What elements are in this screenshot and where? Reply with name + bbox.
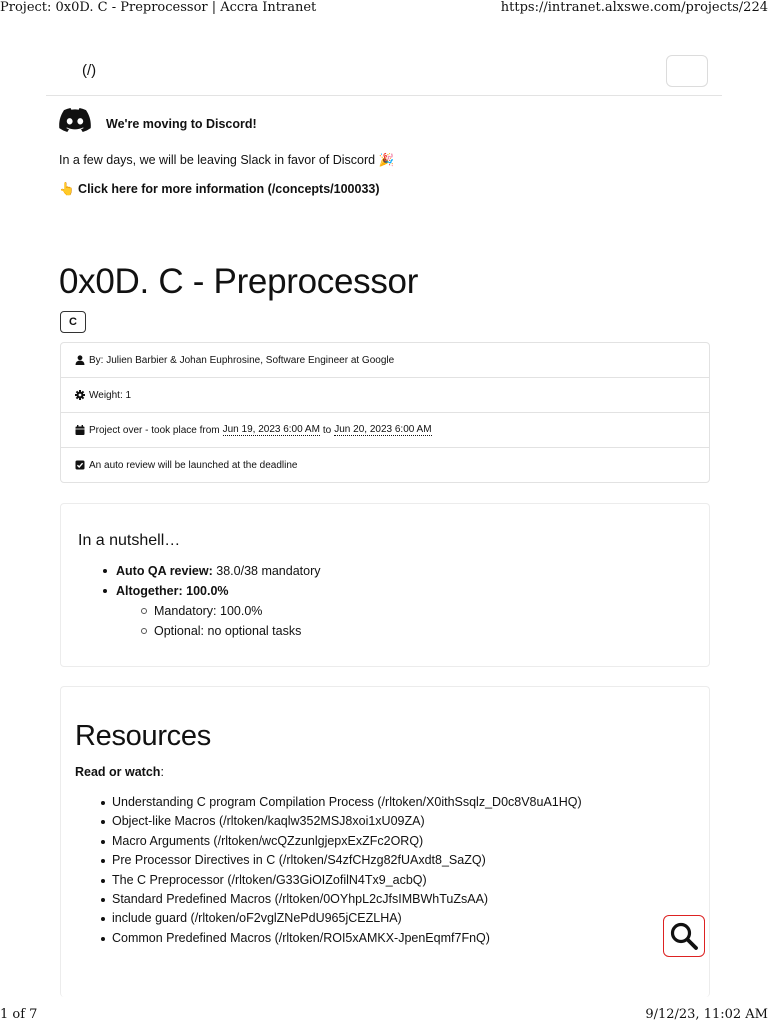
auto-review-text: An auto review will be launched at the deadline <box>89 459 298 471</box>
optional-score: Optional: no optional tasks <box>154 624 302 638</box>
resources-list <box>101 793 582 948</box>
announcement-text: In a few days, we will be leaving Slack in favor of Discord 🎉 <box>59 153 395 167</box>
end-date[interactable]: Jun 20, 2023 6:00 AM <box>334 424 432 435</box>
search-button[interactable] <box>663 915 705 957</box>
language-badge: C <box>60 311 86 333</box>
auto-qa-value: 38.0/38 mandatory <box>216 564 321 578</box>
resource-link[interactable]: Common Predefined Macros (/rltoken/ROI5xAMKX-JpenEqmf7FnQ) <box>101 929 582 948</box>
nutshell-list <box>103 561 321 641</box>
weight-text: Weight: 1 <box>89 389 132 401</box>
announcement-title: We're moving to Discord! <box>106 117 257 131</box>
resource-link[interactable]: Pre Processor Directives in C (/rltoken/S4zfCHzg82fUAxdt8_SaZQ) <box>101 851 582 870</box>
author-text: By: Julien Barbier & Johan Euphrosine, Software Engineer at Google <box>89 354 395 366</box>
page-counter: 1 of 7 <box>0 1007 38 1022</box>
page-url[interactable]: https://intranet.alxswe.com/projects/224 <box>500 0 768 15</box>
start-date[interactable]: Jun 19, 2023 6:00 AM <box>222 424 320 435</box>
altogether-label: Altogether: 100.0% <box>116 584 229 598</box>
read-or-watch-label <box>75 765 164 779</box>
nutshell-title: In a nutshell… <box>78 532 181 549</box>
meta-period <box>61 413 709 448</box>
resource-link[interactable]: Standard Predefined Macros (/rltoken/0OYhpL2cJfsIMBWhTuZsAA) <box>101 890 582 909</box>
period-to: to <box>322 424 332 436</box>
project-meta-list <box>60 342 710 483</box>
print-footer <box>0 1007 768 1023</box>
resource-link[interactable]: Understanding C program Compilation Process (/rltoken/X0ithSsqlz_D0c8V8uA1HQ) <box>101 793 582 812</box>
resource-link[interactable]: Object-like Macros (/rltoken/kaqlw352MSJ8xoi1xU09ZA) <box>101 812 582 831</box>
list-item <box>103 561 321 581</box>
home-link[interactable]: (/) <box>82 62 97 79</box>
meta-auto-review <box>61 448 709 482</box>
read-label-strong: Read or watch <box>75 765 161 779</box>
menu-toggle-button[interactable] <box>666 55 708 87</box>
page-title: Project: 0x0D. C - Preprocessor | Accra Intranet <box>0 0 317 15</box>
list-item <box>103 581 321 601</box>
top-navbar <box>46 52 722 96</box>
resource-link[interactable]: Macro Arguments (/rltoken/wcQZzunlgjepxExZFc2ORQ) <box>101 832 582 851</box>
list-item <box>141 621 321 641</box>
resource-link[interactable]: The C Preprocessor (/rltoken/G33GiOIZofilN4Tx9_acbQ) <box>101 871 582 890</box>
user-icon <box>75 355 85 365</box>
meta-weight <box>61 378 709 413</box>
mandatory-score: Mandatory: 100.0% <box>154 604 263 618</box>
auto-qa-label: Auto QA review: <box>116 564 213 578</box>
search-icon <box>669 921 699 951</box>
resource-link[interactable]: include guard (/rltoken/oF2vglZNePdU965jCEZLHA) <box>101 909 582 928</box>
meta-author <box>61 343 709 378</box>
gear-icon <box>75 390 85 400</box>
calendar-icon <box>75 425 85 435</box>
project-title: 0x0D. C - Preprocessor <box>59 262 419 301</box>
announcement-info-link[interactable]: 👆 Click here for more information (/concepts/100033) <box>59 182 380 196</box>
discord-icon <box>59 108 91 133</box>
nutshell-panel <box>60 503 710 667</box>
resources-title: Resources <box>75 720 211 752</box>
resources-panel <box>60 686 710 997</box>
list-item <box>141 601 321 621</box>
read-label-colon: : <box>160 765 164 779</box>
print-header <box>0 0 768 16</box>
period-prefix: Project over - took place from <box>89 424 220 436</box>
checkbox-icon <box>75 460 85 470</box>
print-datetime: 9/12/23, 11:02 AM <box>645 1007 768 1022</box>
